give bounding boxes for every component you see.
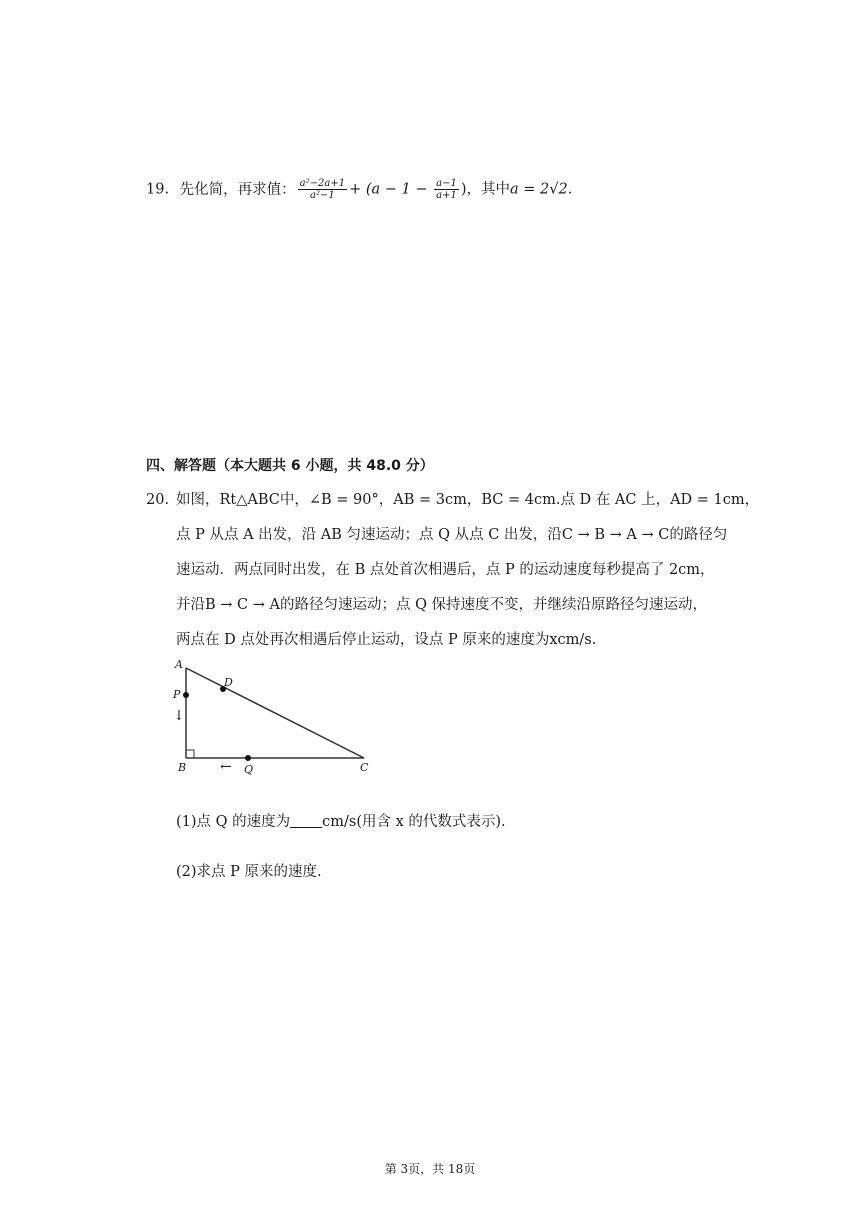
question-20-line-3: 速运动．两点同时出发，在 B 点处首次相遇后，点 P 的运动速度每秒提高了 2cm， (176, 562, 715, 578)
arrow-down-icon: ↓ (173, 708, 185, 724)
question-number: 19. (146, 181, 170, 198)
where-text: 其中 (481, 181, 510, 198)
expression-middle: + (a − 1 − (349, 181, 433, 198)
where-condition: a = 2√2 (510, 181, 568, 198)
part-1-suffix: cm/s(用含 x 的代数式表示). (322, 814, 506, 830)
side-ac (186, 668, 364, 758)
section-heading (146, 456, 434, 476)
answer-blank (290, 813, 322, 828)
section-score: 48.0 (366, 458, 401, 474)
question-20-part-2: (2)求点 P 原来的速度. (176, 864, 322, 880)
point-p (183, 692, 189, 698)
fraction-1-numerator: a²−2a+1 (299, 178, 346, 189)
question-20-line-4: 并沿B → C → A的路径匀速运动；点 Q 保持速度不变，并继续沿原路径匀速运动， (176, 597, 708, 613)
expression-close: )， (460, 181, 481, 198)
label-b: B (178, 761, 187, 774)
label-d: D (224, 676, 233, 689)
page-footer: 第 3页，共 18页 (384, 1162, 476, 1176)
section-title-prefix: 四、解答题（本大题共 (146, 458, 291, 474)
label-c: C (360, 761, 369, 774)
fraction-2-denominator: a+1 (436, 190, 457, 201)
label-p: P (173, 688, 181, 701)
point-q (245, 755, 251, 761)
question-lead: 先化简，再求值： (179, 181, 296, 198)
question-20-line-2: 点 P 从点 A 出发，沿 AB 匀速运动；点 Q 从点 C 出发，沿C → B → A → C的路径匀 (176, 527, 728, 543)
question-20-part-1 (176, 812, 506, 832)
period: . (567, 181, 573, 198)
fraction-1-denominator: a²−1 (310, 190, 335, 201)
question-19 (146, 178, 572, 201)
fraction-2-numerator: a−1 (436, 178, 457, 189)
question-20-line-1: 如图，Rt△ABC中，∠B = 90°，AB = 3cm，BC = 4cm.点 D 在 AC 上，AD = 1cm， (176, 492, 760, 508)
fraction-1 (298, 178, 347, 201)
section-title-mid: 小题，共 (300, 458, 367, 474)
question-20-line-5: 两点在 D 点处再次相遇后停止运动，设点 P 原来的速度为xcm/s. (176, 632, 597, 648)
label-q: Q (244, 763, 254, 776)
fraction-2 (434, 178, 459, 201)
arrow-left-icon: ← (220, 759, 232, 775)
question-20-number: 20. (146, 492, 170, 508)
triangle-figure (170, 658, 380, 776)
right-angle-mark (186, 750, 194, 758)
label-a: A (175, 658, 183, 671)
part-1-prefix: (1)点 Q 的速度为 (176, 814, 291, 830)
section-title-suffix: 分） (400, 458, 434, 474)
section-count: 6 (290, 458, 301, 474)
